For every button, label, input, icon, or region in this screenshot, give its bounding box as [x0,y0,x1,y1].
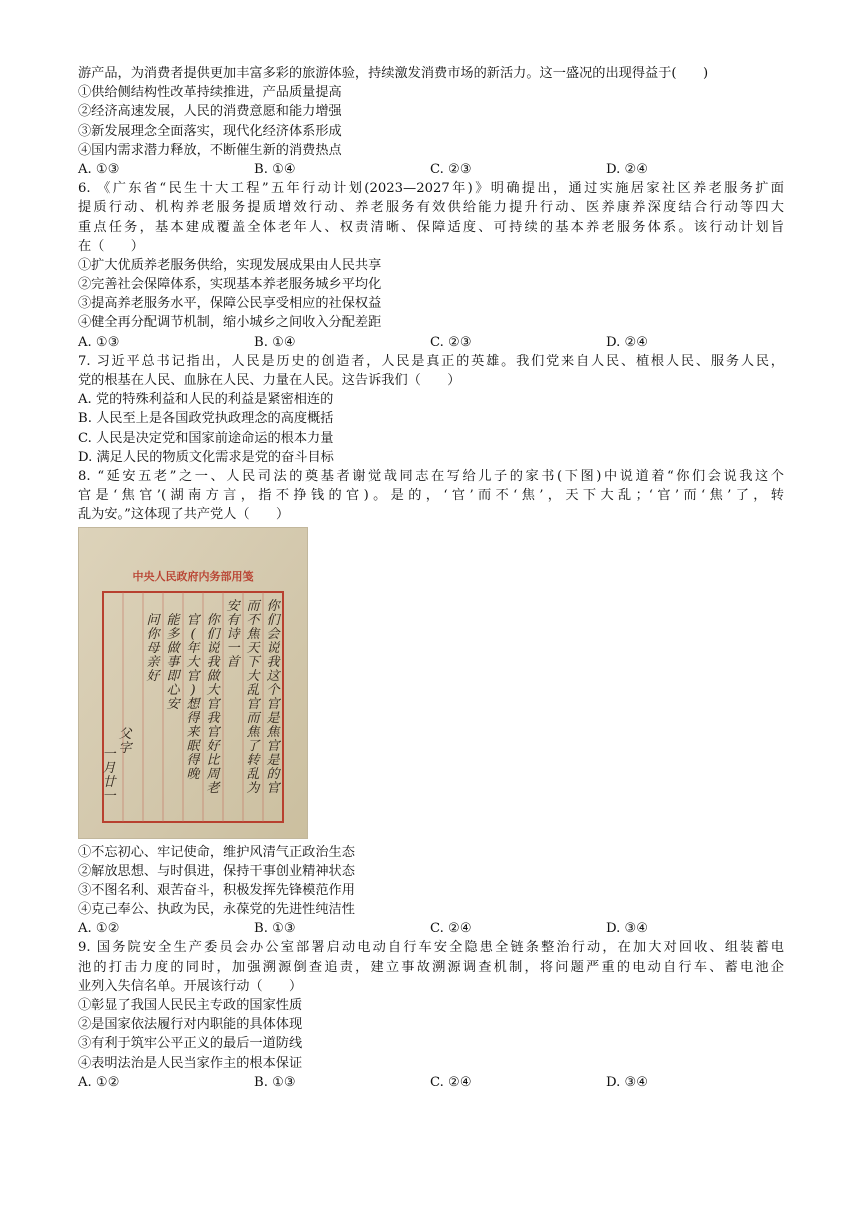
option-d: D. ②④ [606,334,649,350]
statement-item: ④健全再分配调节机制，缩小城乡之间收入分配差距 [78,315,382,331]
question-stem-line: 8. “延安五老”之一、人民司法的奠基者谢觉哉同志在写给儿子的家书(下图)中说道着“你们会说我这个 [78,468,784,484]
statement-item: ②是国家依法履行对内职能的具体体现 [78,1017,303,1033]
question-7 [78,352,784,467]
statement-item: ②解放思想、与时俱进，保持干事创业精神状态 [78,863,355,879]
letter-column: 安有诗一首 [226,598,240,670]
option-d: D. ③④ [606,1074,649,1090]
statement-item: ①彰显了我国人民民主专政的国家性质 [78,998,303,1013]
choice-item: B. 人民至上是各国政党执政理念的高度概括 [78,411,334,427]
option-a: A. ①② [78,1074,120,1090]
letter-column: 官(年大官)想得来眠得晚 [186,612,200,782]
option-d: D. ②④ [606,161,649,177]
statement-item: ①不忘初心、牢记使命，维护风清气正政治生态 [78,844,355,860]
question-5 [78,64,784,179]
letterhead-text: 中央人民政府内务部用笺 [132,569,254,583]
statement-item: ①扩大优质养老服务供给，实现发展成果由人民共享 [78,257,382,273]
statement-item: ③新发展理念全面落实，现代化经济体系形成 [78,123,342,139]
question-stem-line: 提质行动、机构养老服务提质增效行动、养老服务有效供给能力提升行动、医养康养深度结合行动等四大 [78,200,784,216]
option-d: D. ③④ [606,921,649,937]
statement-item: ③有利于筑牢公平正义的最后一道防线 [78,1036,303,1052]
answer-options [78,160,784,179]
answer-options [78,333,784,352]
question-stem-line: 6. 《广东省“民生十大工程”五年行动计划(2023—2027年)》明确提出，通过实施居家社区养老服务扩面 [78,181,784,197]
question-stem-line: 官是‘焦官’(湖南方言，指不挣钱的官)。是的，‘官’而不‘焦’，天下大乱；‘官’而‘焦’了，转 [78,488,784,504]
letter-column: 而不焦天下大乱官而焦了转乱为 [246,598,260,796]
statement-item: ②完善社会保障体系，实现基本养老服务城乡平均化 [78,277,382,293]
option-c: C. ②③ [430,161,472,177]
question-stem-line: 游产品，为消费者提供更加丰富多彩的旅游体验，持续激发消费市场的新活力。这一盛况的出现得益于( ) [78,66,709,81]
option-b: B. ①④ [254,334,296,350]
handwritten-letter-image [78,527,308,839]
statement-item: ①供给侧结构性改革持续推进，产品质量提高 [78,85,342,101]
question-stem-line: 在（ ） [78,238,144,254]
letter-column: 父字 [118,726,132,756]
statement-item: ②经济高速发展，人民的消费意愿和能力增强 [78,104,342,120]
option-b: B. ①③ [254,1074,296,1090]
statement-item: ③提高养老服务水平，保障公民享受相应的社保权益 [78,296,382,312]
choice-item: C. 人民是决定党和国家前途命运的根本力量 [78,430,334,446]
option-b: B. ①③ [254,921,296,937]
question-9 [78,938,784,1092]
question-stem-line: 9. 国务院安全生产委员会办公室部署启动电动自行车安全隐患全链条整治行动，在加大对回收、组装蓄电 [78,940,784,956]
statement-item: ④克己奉公、执政为民，永葆党的先进性纯洁性 [78,902,355,918]
exam-page [78,64,784,1092]
option-a: A. ①② [78,921,120,937]
option-c: C. ②③ [430,334,472,350]
question-6 [78,179,784,352]
choice-item: A. 党的特殊利益和人民的利益是紧密相连的 [78,392,334,408]
option-c: C. ②④ [430,921,472,937]
letter-column: 你们会说我这个官是焦官是的官 [266,598,280,796]
answer-options [78,919,784,938]
statement-item: ③不图名利、艰苦奋斗，积极发挥先锋模范作用 [78,882,355,898]
question-stem-line: 业列入失信名单。开展该行动（ ） [78,978,303,994]
question-stem-line: 7. 习近平总书记指出，人民是历史的创造者，人民是真正的英雄。我们党来自人民、植根人民、服务人民， [78,353,784,369]
statement-item: ④国内需求潜力释放，不断催生新的消费热点 [78,142,342,158]
question-8 [78,467,784,939]
option-b: B. ①④ [254,161,296,177]
letter-column: 问你母亲好 [146,612,160,684]
option-a: A. ①③ [78,334,120,350]
letter-column: 能多做事即心安 [166,612,180,712]
option-c: C. ②④ [430,1074,472,1090]
letter-column: 你们说我做大官我官好比周老 [206,612,220,796]
question-stem-line: 党的根基在人民、血脉在人民、力量在人民。这告诉我们（ ） [78,373,461,388]
option-a: A. ①③ [78,161,120,177]
statement-item: ④表明法治是人民当家作主的根本保证 [78,1055,303,1071]
question-stem-line: 乱为安。”这体现了共产党人（ ） [78,507,290,523]
letter-column: 一月廿一 [102,746,116,804]
question-stem-line: 重点任务，基本建成覆盖全体老年人、权责清晰、保障适度、可持续的基本养老服务体系。该行动计划旨 [78,219,784,235]
answer-options [78,1073,784,1092]
question-stem-line: 池的打击力度的同时，加强溯源倒查追责，建立事故溯源调查机制，将问题严重的电动自行车、蓄电池企 [78,959,784,975]
choice-item: D. 满足人民的物质文化需求是党的奋斗目标 [78,449,334,465]
